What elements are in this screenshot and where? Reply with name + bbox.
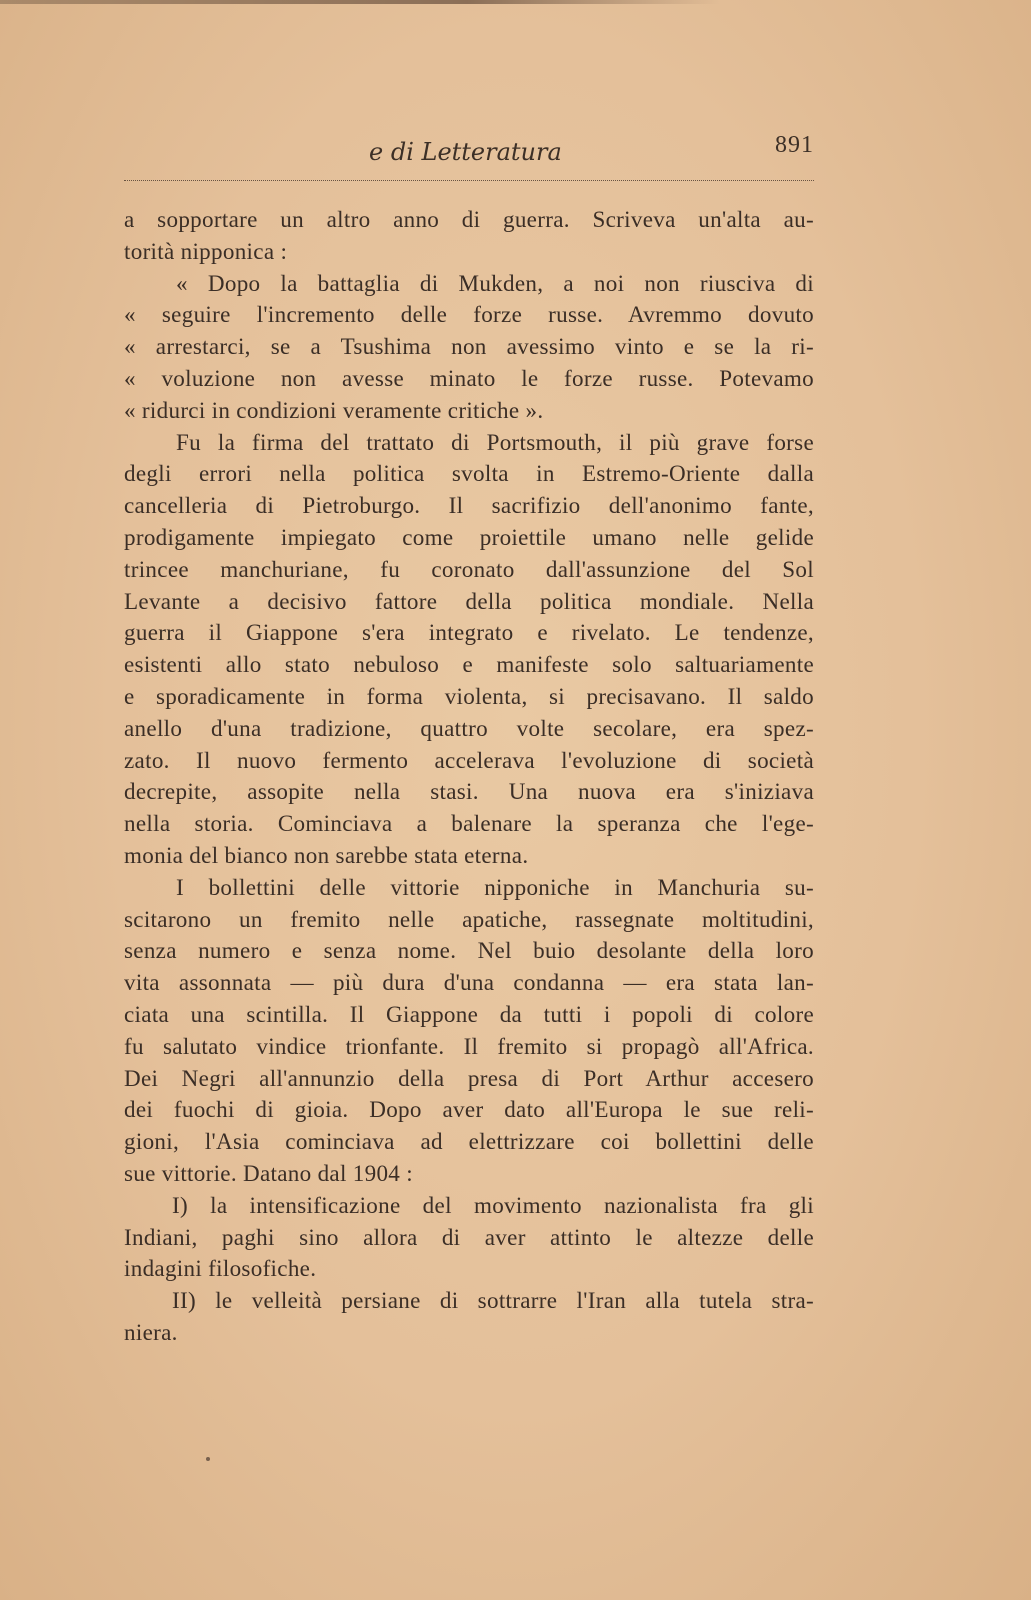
text-line: guerra il Giappone s'era integrato e rivelato. Le tendenze, xyxy=(124,619,814,646)
list-item-line: niera. xyxy=(124,1318,178,1345)
text-line: decrepite, assopite nella stasi. Una nuova era s'iniziava xyxy=(124,778,814,805)
text-line: esistenti allo stato nebuloso e manifeste solo saltuariamente xyxy=(124,651,814,678)
text-line: scitarono un fremito nelle apatiche, rassegnate moltitudini, xyxy=(124,905,814,932)
text-line: degli errori nella politica svolta in Estremo-Oriente dalla xyxy=(124,460,814,487)
text-line: sue vittorie. Datano dal 1904 : xyxy=(124,1159,413,1186)
list-item-line: Indiani, paghi sino allora di aver attinto le altezze delle xyxy=(124,1223,814,1250)
text-line: zato. Il nuovo fermento accelerava l'evoluzione di società xyxy=(124,746,814,773)
text-line: gioni, l'Asia cominciava ad elettrizzare coi bollettini delle xyxy=(124,1128,814,1155)
text-line: torità nipponica : xyxy=(124,237,288,264)
paragraph-first-line: Fu la firma del trattato di Portsmouth, il più grave forse xyxy=(176,428,814,455)
text-line: monia del bianco non sarebbe stata eterna. xyxy=(124,841,529,868)
list-item-line: I) la intensificazione del movimento nazionalista fra gli xyxy=(172,1191,814,1218)
page-header xyxy=(124,132,814,182)
quote-line: « arrestarci, se a Tsushima non avessimo vinto e se la ri- xyxy=(124,333,814,360)
text-line: a sopportare un altro anno di guerra. Scriveva un'alta au- xyxy=(124,206,814,232)
text-line: e sporadicamente in forma violenta, si precisavano. Il saldo xyxy=(124,682,814,709)
text-line: anello d'una tradizione, quattro volte secolare, era spez- xyxy=(124,714,814,741)
body-text xyxy=(124,204,814,1349)
quote-line: « seguire l'incremento delle forze russe. Avremmo dovuto xyxy=(124,301,814,328)
text-line: cancelleria di Pietroburgo. Il sacrifizio dell'anonimo fante, xyxy=(124,492,814,519)
text-line: nella storia. Cominciava a balenare la speranza che l'ege- xyxy=(124,810,814,837)
page-top-edge xyxy=(0,0,720,4)
text-line: Levante a decisivo fattore della politica mondiale. Nella xyxy=(124,587,814,614)
text-line: prodigamente impiegato come proiettile umano nelle gelide xyxy=(124,523,814,550)
text-line: trincee manchuriane, fu coronato dall'assunzione del Sol xyxy=(124,555,814,582)
text-line: senza numero e senza nome. Nel buio desolante della loro xyxy=(124,937,814,964)
paper-speck xyxy=(206,1457,210,1461)
quote-line: « voluzione non avesse minato le forze russe. Potevamo xyxy=(124,364,814,391)
header-rule xyxy=(124,180,814,181)
text-line: vita assonnata — più dura d'una condanna — era stata lan- xyxy=(124,969,814,996)
list-item-line: II) le velleità persiane di sottrarre l'Iran alla tutela stra- xyxy=(172,1287,814,1314)
quote-line: « ridurci in condizioni veramente critiche ». xyxy=(124,396,544,423)
page-number: 891 xyxy=(775,132,814,158)
text-line: ciata una scintilla. Il Giappone da tutti i popoli di colore xyxy=(124,1000,814,1027)
text-line: dei fuochi di gioia. Dopo aver dato all'Europa le sue reli- xyxy=(124,1096,814,1123)
list-item-line: indagini filosofiche. xyxy=(124,1255,317,1282)
text-line: fu salutato vindice trionfante. Il fremito si propagò all'Africa. xyxy=(124,1032,814,1059)
quote-line: « Dopo la battaglia di Mukden, a noi non riusciva di xyxy=(176,269,814,296)
running-head: e di Letteratura xyxy=(369,138,562,166)
paragraph-first-line: I bollettini delle vittorie nipponiche in Manchuria su- xyxy=(176,873,814,900)
text-line: Dei Negri all'annunzio della presa di Port Arthur accesero xyxy=(124,1064,814,1091)
